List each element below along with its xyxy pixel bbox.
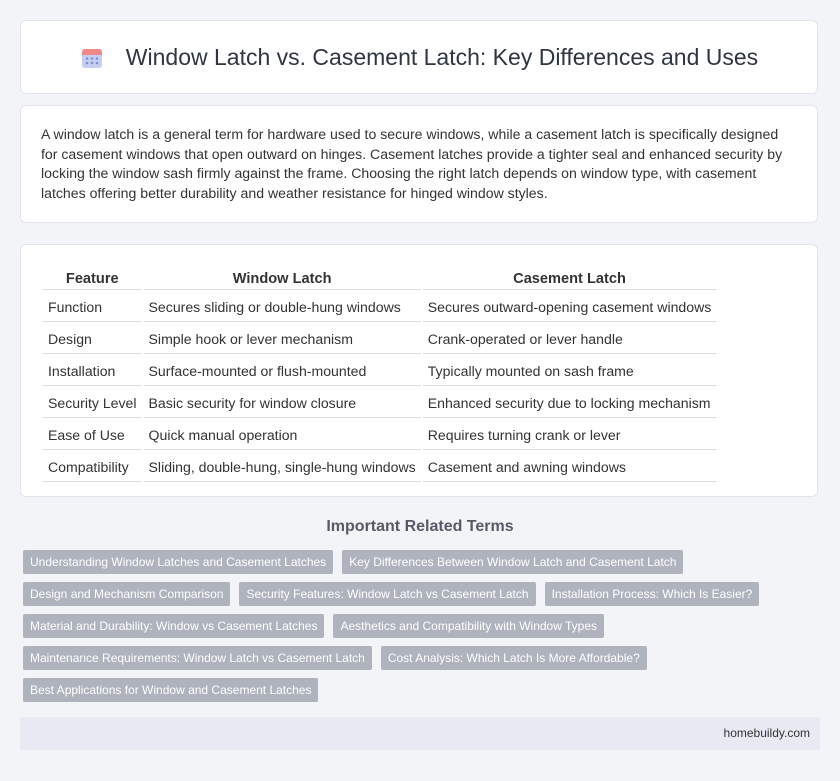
row-feature: Security Level	[43, 388, 142, 418]
related-term-tag[interactable]: Installation Process: Which Is Easier?	[545, 582, 760, 606]
header-card	[20, 20, 818, 94]
row-casement-latch: Enhanced security due to locking mechanism	[423, 388, 717, 418]
table-row	[43, 452, 716, 482]
related-term-tag[interactable]: Maintenance Requirements: Window Latch vs Casement Latch	[23, 646, 372, 670]
row-feature: Ease of Use	[43, 420, 142, 450]
related-term-tag[interactable]: Material and Durability: Window vs Casement Latches	[23, 614, 324, 638]
related-term-tag[interactable]: Best Applications for Window and Casement Latches	[23, 678, 318, 702]
row-window-latch: Surface-mounted or flush-mounted	[144, 356, 421, 386]
related-term-tag[interactable]: Security Features: Window Latch vs Casement Latch	[239, 582, 535, 606]
related-term-tag[interactable]: Aesthetics and Compatibility with Window Types	[333, 614, 604, 638]
table-row	[43, 292, 716, 322]
table-row	[43, 356, 716, 386]
calendar-icon	[80, 46, 104, 70]
comparison-table	[41, 265, 718, 484]
row-casement-latch: Requires turning crank or lever	[423, 420, 717, 450]
related-term-tag[interactable]: Understanding Window Latches and Casement Latches	[23, 550, 333, 574]
row-feature: Design	[43, 324, 142, 354]
footer-site-link[interactable]: homebuildy.com	[723, 726, 810, 740]
intro-card	[20, 105, 818, 223]
row-feature: Installation	[43, 356, 142, 386]
row-feature: Compatibility	[43, 452, 142, 482]
row-window-latch: Basic security for window closure	[144, 388, 421, 418]
row-casement-latch: Crank-operated or lever handle	[423, 324, 717, 354]
related-terms-heading: Important Related Terms	[326, 518, 514, 535]
table-row	[43, 324, 716, 354]
table-row	[43, 388, 716, 418]
intro-text: A window latch is a general term for hardware used to secure windows, while a casement latch is specifically designed for casement windows that open outward on hinges. Casement latches provide a tighter seal and enhanced security by locking the window sash firmly against the frame. Choosing the right latch depends on window type, with casement latches offering better durability and weather resistance for hinged window styles.	[41, 126, 783, 201]
related-term-tag[interactable]: Key Differences Between Window Latch and Casement Latch	[342, 550, 683, 574]
row-window-latch: Quick manual operation	[144, 420, 421, 450]
column-header-feature: Feature	[43, 267, 142, 290]
column-header-window-latch: Window Latch	[144, 267, 421, 290]
related-term-tag[interactable]: Cost Analysis: Which Latch Is More Affordable?	[381, 646, 647, 670]
row-casement-latch: Casement and awning windows	[423, 452, 717, 482]
table-header-row	[43, 267, 716, 290]
row-casement-latch: Secures outward-opening casement windows	[423, 292, 717, 322]
comparison-card	[20, 244, 818, 497]
row-feature: Function	[43, 292, 142, 322]
column-header-casement-latch: Casement Latch	[423, 267, 717, 290]
row-window-latch: Simple hook or lever mechanism	[144, 324, 421, 354]
row-casement-latch: Typically mounted on sash frame	[423, 356, 717, 386]
footer	[20, 717, 820, 750]
row-window-latch: Secures sliding or double-hung windows	[144, 292, 421, 322]
page-title: Window Latch vs. Casement Latch: Key Differences and Uses	[125, 43, 759, 70]
related-term-tag[interactable]: Design and Mechanism Comparison	[23, 582, 230, 606]
row-window-latch: Sliding, double-hung, single-hung windows	[144, 452, 421, 482]
table-row	[43, 420, 716, 450]
related-terms-list	[23, 550, 823, 710]
